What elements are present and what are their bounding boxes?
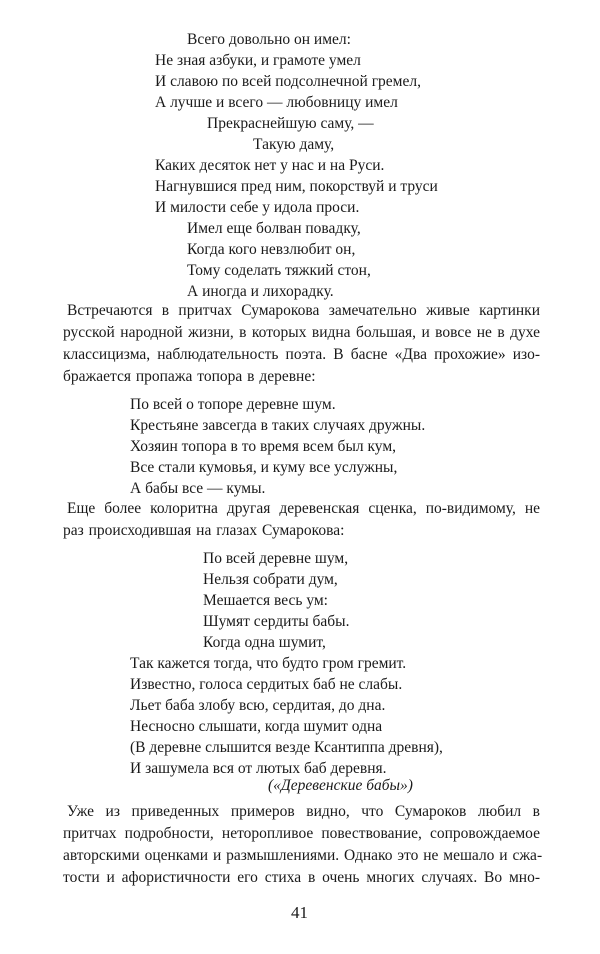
poem-line: Известно, голоса сердитых баб не слабы. bbox=[130, 676, 403, 693]
poem-line: Хозяин топора в то время всем был кум, bbox=[130, 438, 397, 455]
poem-line: Мешается весь ум: bbox=[203, 592, 328, 609]
poem-line: Нагнувшися пред ним, покорствуй и труси bbox=[155, 178, 438, 195]
poem-line: Имел еще болван повадку, bbox=[187, 220, 361, 237]
poem-line: Не зная азбуки, и грамоте умел bbox=[155, 52, 361, 69]
poem-line: Всего довольно он имел: bbox=[187, 31, 351, 48]
poem-line: И милости себе у идола проси. bbox=[155, 199, 360, 216]
poem-source-attribution: («Деревенские бабы») bbox=[268, 777, 413, 794]
poem-line: А бабы все — кумы. bbox=[130, 480, 266, 497]
poem-line: Шумят сердиты бабы. bbox=[203, 613, 350, 630]
paragraph-line: Уже из приведенных примеров видно, что Сумароков любил в bbox=[67, 803, 540, 820]
poem-line: Каких десяток нет у нас и на Руси. bbox=[155, 157, 385, 174]
paragraph-line: бражается пропажа топора в деревне: bbox=[63, 368, 316, 385]
poem-line: Льет баба злобу всю, сердитая, до дна. bbox=[130, 697, 386, 714]
paragraph-line: русской народной жизни, в которых видна большая, и вовсе не в духе bbox=[63, 324, 540, 341]
poem-line: По всей о топоре деревне шум. bbox=[130, 396, 336, 413]
poem-line: Тому соделать тяжкий стон, bbox=[187, 262, 371, 279]
poem-line: По всей деревне шум, bbox=[203, 550, 349, 567]
poem-line: Такую даму, bbox=[253, 136, 335, 153]
poem-line: Несносно слышати, когда шумит одна bbox=[130, 718, 383, 735]
paragraph-line: раз происходившая на глазах Сумарокова: bbox=[63, 522, 345, 539]
poem-line: Все стали кумовья, и куму все услужны, bbox=[130, 459, 398, 476]
paragraph-line: классицизма, наблюдательность поэта. В басне «Два прохожие» изо- bbox=[63, 346, 540, 363]
poem-line: Прекраснейшую саму, — bbox=[207, 115, 374, 132]
poem-line: А иногда и лихорадку. bbox=[187, 283, 334, 300]
paragraph-line: тости и афористичности его стиха в очень многих случаях. Во мно- bbox=[63, 869, 540, 886]
poem-line: Нельзя собрати дум, bbox=[203, 571, 338, 588]
poem-line: А лучше и всего — любовницу имел bbox=[155, 94, 398, 111]
poem-line: (В деревне слышится везде Ксантиппа древня), bbox=[130, 739, 443, 756]
page-number: 41 bbox=[291, 903, 308, 922]
poem-line: Так кажется тогда, что будто гром гремит. bbox=[130, 655, 407, 672]
poem-line: Крестьяне завсегда в таких случаях дружны. bbox=[130, 417, 426, 434]
poem-line: И славою по всей подсолнечной гремел, bbox=[155, 73, 421, 90]
paragraph-line: Встречаются в притчах Сумарокова замечательно живые картинки bbox=[67, 302, 540, 319]
poem-line: И зашумела вся от лютых баб деревня. bbox=[130, 760, 387, 777]
poem-line: Когда одна шумит, bbox=[203, 634, 326, 651]
paragraph-line: притчах подробности, неторопливое повествование, сопровождаемое bbox=[63, 825, 540, 842]
paragraph-line: Еще более колоритна другая деревенская сценка, по-видимому, не bbox=[67, 500, 540, 517]
poem-line: Когда кого невзлюбит он, bbox=[187, 241, 356, 258]
paragraph-line: авторскими оценками и размышлениями. Однако это не мешало и сжа- bbox=[63, 847, 543, 864]
